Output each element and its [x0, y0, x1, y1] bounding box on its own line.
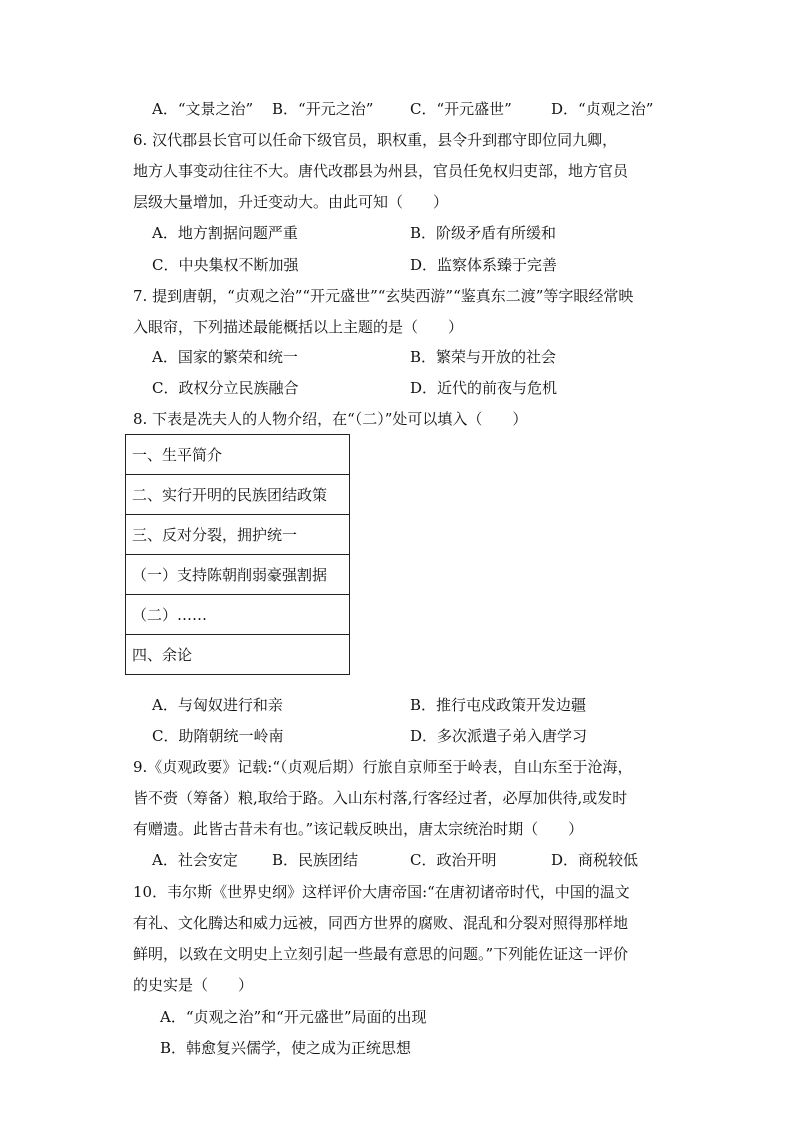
q10-stem-line-1: 10．韦尔斯《世界史纲》这样评价大唐帝国:“在唐初诸帝时代，中国的温文 [133, 883, 630, 901]
q6-stem-line-1: 6. 汉代郡县长官可以任命下级官员，职权重，县令升到郡守即位同九卿， [133, 131, 618, 149]
q8-option-d[interactable]: D．多次派遣子弟入唐学习 [410, 727, 588, 745]
q6-option-a[interactable]: A．地方割据问题严重 [152, 224, 298, 242]
q6-stem-line-2: 地方人事变动往往不大。唐代改郡县为州县，官员任免权归吏部，地方官员 [133, 162, 629, 180]
q8-option-c[interactable]: C．助隋朝统一岭南 [152, 727, 284, 745]
q7-option-a[interactable]: A．国家的繁荣和统一 [152, 348, 298, 366]
q9-option-d[interactable]: D．商税较低 [551, 851, 639, 869]
q10-stem-line-2: 有礼、文化腾达和威力远被，同西方世界的腐败、混乱和分裂对照得那样地 [133, 914, 629, 932]
q5-option-d[interactable]: D．“贞观之治” [551, 100, 654, 118]
q9-option-a[interactable]: A．社会安定 [152, 851, 238, 869]
q8-option-b[interactable]: B．推行屯戍政策开发边疆 [410, 696, 587, 714]
table-row: 四、余论 [126, 635, 350, 675]
q8-stem-line: 8. 下表是冼夫人的人物介绍，在“（二）”处可以填入（ ） [133, 410, 528, 428]
table-row: 一、生平简介 [126, 435, 350, 475]
q6-stem-line-3: 层级大量增加，升迁变动大。由此可知（ ） [133, 193, 449, 211]
q6-option-d[interactable]: D．监察体系臻于完善 [410, 256, 558, 274]
q7-stem-line-2: 入眼帘，下列描述最能概括以上主题的是（ ） [133, 318, 464, 336]
q5-option-a[interactable]: A．“文景之治” [152, 100, 254, 118]
q9-stem-line-2: 皆不赍（筹备）粮,取给于路。入山东村落,行客经过者，必厚加供待,或发时 [133, 789, 628, 807]
q10-option-a[interactable]: A．“贞观之治”和“开元盛世”局面的出现 [160, 1008, 427, 1026]
q9-stem-line-3: 有赠遗。此皆古昔未有也。”该记载反映出，唐太宗统治时期（ ） [133, 820, 584, 838]
q8-option-a[interactable]: A．与匈奴进行和亲 [152, 696, 283, 714]
q10-option-b[interactable]: B．韩愈复兴儒学，使之成为正统思想 [160, 1039, 412, 1057]
q10-stem-line-4: 的史实是（ ） [133, 976, 254, 994]
q6-option-b[interactable]: B．阶级矛盾有所缓和 [410, 224, 557, 242]
profile-table [125, 434, 350, 675]
table-row: （二）…… [126, 595, 350, 635]
q7-option-d[interactable]: D．近代的前夜与危机 [410, 379, 558, 397]
q5-option-b[interactable]: B．“开元之治” [272, 100, 374, 118]
q6-option-c[interactable]: C．中央集权不断加强 [152, 256, 299, 274]
q9-stem-line-1: 9.《贞观政要》记载:“（贞观后期）行旅自京师至于岭表，自山东至于沧海， [133, 758, 633, 776]
q5-option-c[interactable]: C．“开元盛世” [410, 100, 512, 118]
q7-option-b[interactable]: B．繁荣与开放的社会 [410, 348, 557, 366]
q10-stem-line-3: 鲜明，以致在文明史上立刻引起一些最有意思的问题。”下列能佐证这一评价 [133, 945, 629, 963]
table-row: 三、反对分裂，拥护统一 [126, 515, 350, 555]
q7-stem-line-1: 7. 提到唐朝，“贞观之治”“开元盛世”“玄奘西游”“鉴真东二渡”等字眼经常映 [133, 287, 634, 305]
q7-option-c[interactable]: C．政权分立民族融合 [152, 379, 299, 397]
q9-option-c[interactable]: C．政治开明 [410, 851, 497, 869]
table-row: 二、实行开明的民族团结政策 [126, 475, 350, 515]
q9-option-b[interactable]: B．民族团结 [272, 851, 359, 869]
table-row: （一）支持陈朝削弱豪强割据 [126, 555, 350, 595]
